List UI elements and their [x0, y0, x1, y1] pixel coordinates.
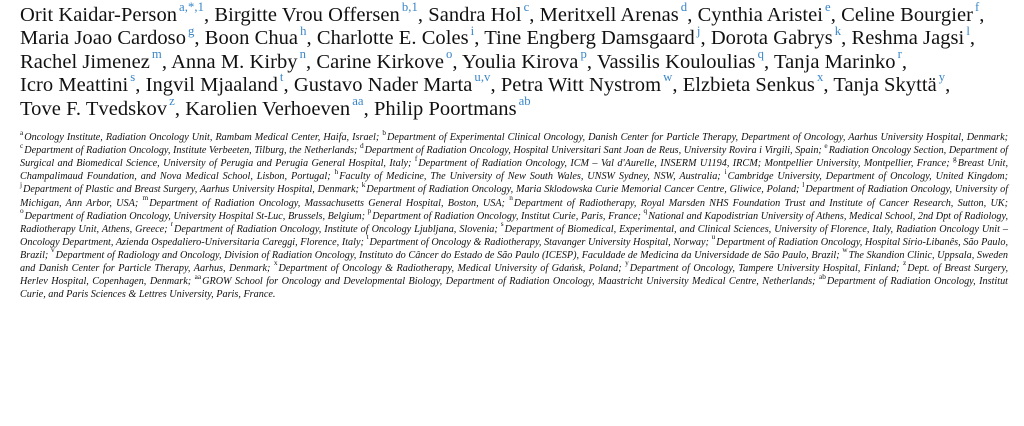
- affiliation-entry: [625, 258, 900, 274]
- affiliation-text: Department of Radiation Oncology, Hospital Universitari Sant Joan de Reus, University Rovira i Virgili, Spain;: [364, 145, 822, 157]
- author-affiliation-link[interactable]: w: [663, 70, 673, 85]
- affiliation-text: Department of Radiation Oncology, University Hospital St-Luc, Brussels, Belgium;: [24, 210, 365, 222]
- author-affiliation-link[interactable]: n: [299, 47, 306, 62]
- author-name-text: Anna M. Kirby: [171, 50, 298, 73]
- affiliation-text: Department of Experimental Clinical Oncology, Danish Center for Particle Therapy, Department of Oncology, Aarhus University Hospital, Denmark;: [387, 132, 1009, 144]
- author-name: Icro Meattini $^s$,: [20, 70, 141, 97]
- author-name: Karolien Verhoeven $^{aa}$,: [185, 93, 369, 120]
- affiliation-text: Department of Oncology & Radiotherapy, Stavanger University Hospital, Norway;: [369, 236, 709, 248]
- affiliation-text: Department of Plastic and Breast Surgery, Aarhus University Hospital, Denmark;: [23, 184, 359, 196]
- affiliation-entry: [20, 127, 380, 144]
- author-name-text: Birgitte Vrou Offersen: [214, 4, 400, 26]
- author-affiliation-link[interactable]: j: [696, 23, 701, 38]
- affiliation-marker: m: [142, 193, 149, 203]
- affiliation-text: Breast Unit, Champalimaud Foundation, and Nova Medical School, Lisbon, Portugal;: [20, 158, 1008, 183]
- author-affiliation-link[interactable]: d: [680, 0, 688, 15]
- affiliation-text: The Skandion Clinic, Uppsala, Sweden and Danish Center for Particle Therapy, Aarhus, Denmark;: [20, 249, 1009, 274]
- author-affiliation-link[interactable]: q: [757, 47, 764, 62]
- author-name-text: Gustavo Nader Marta: [293, 74, 473, 97]
- affiliation-text: Department of Biomedical, Experimental, and Clinical Sciences, University of Florence, Italy, Radiation Oncology Unit – Oncology Department, Azienda Ospedaliero-Universitaria Careggi, Florence, Italy;: [20, 223, 1009, 248]
- author-name-text: Sandra Hol: [428, 4, 522, 26]
- author-name-text: Petra Witt Nystrom: [500, 74, 662, 97]
- affiliation-marker: n: [509, 193, 513, 203]
- affiliation-marker: p: [367, 206, 372, 216]
- author-affiliation-link[interactable]: y: [938, 70, 946, 85]
- affiliation-text: Department of Radiation Oncology, Institut Curie, Paris, France;: [372, 210, 641, 222]
- affiliation-entry: [414, 153, 950, 170]
- author-affiliation-link[interactable]: a,*,1: [179, 0, 204, 15]
- affiliation-marker: k: [361, 179, 366, 189]
- author-affiliation-link[interactable]: k: [834, 23, 842, 38]
- affiliation-marker: b: [382, 127, 387, 137]
- affiliation-entry: [334, 166, 721, 183]
- affiliation-text: National and Kapodistrian University of Athens, Medical School, 2nd Dpt of Radiology, Radiotherapy Unit, Athens, Greece;: [20, 210, 1009, 235]
- affiliation-marker: u: [711, 232, 716, 242]
- author-affiliation-link[interactable]: g: [188, 23, 195, 38]
- author-name: Anna M. Kirby $^n$,: [171, 47, 312, 73]
- author-name-text: Charlotte E. Coles: [316, 27, 469, 50]
- author-name-text: Meritxell Arenas: [539, 4, 679, 26]
- author-name: Youlia Kirova $^p$,: [462, 47, 593, 73]
- author-name: Carine Kirkove $^o$,: [316, 47, 458, 73]
- author-name-text: Karolien Verhoeven: [185, 97, 351, 120]
- affiliation-marker: e: [824, 140, 828, 150]
- author-affiliation-link[interactable]: ab: [518, 93, 531, 108]
- affiliation-marker: f: [414, 153, 418, 163]
- affiliation-entry: [361, 179, 800, 196]
- affiliation-text: Department of Oncology, Tampere University Hospital, Finland;: [629, 262, 900, 274]
- author-name: Celine Bourgier $^f$,: [841, 0, 985, 26]
- author-name-text: Reshma Jagsi: [851, 27, 965, 50]
- affiliation-entry: [170, 219, 498, 235]
- affiliation-entry: [20, 140, 358, 157]
- author-name: Ingvil Mjaaland $^t$,: [145, 70, 289, 97]
- author-affiliation-link[interactable]: s: [130, 70, 136, 85]
- author-affiliation-link[interactable]: x: [816, 70, 824, 85]
- author-name-text: Orit Kaidar-Person: [20, 4, 178, 26]
- affiliation-entry: [367, 206, 641, 222]
- author-affiliation-link[interactable]: e: [825, 0, 831, 15]
- affiliation-marker: i: [724, 166, 727, 176]
- author-affiliation-link[interactable]: o: [446, 47, 453, 62]
- author-name: Vassilis Kouloulias $^q$,: [596, 47, 770, 73]
- affiliation-entry: [359, 140, 822, 157]
- author-affiliation-link[interactable]: r: [897, 47, 902, 62]
- affiliation-text: Department of Oncology & Radiotherapy, Medical University of Gdańsk, Poland;: [278, 262, 622, 274]
- author-affiliation-link[interactable]: h: [300, 23, 307, 38]
- affiliation-text: Oncology Institute, Radiation Oncology Unit, Rambam Medical Center, Haifa, Israel;: [24, 132, 380, 144]
- author-name-text: Tine Engberg Damsgaard: [484, 27, 695, 50]
- affiliation-marker: g: [953, 153, 957, 163]
- affiliation-text: Cambridge University, Department of Oncology, United Kingdom;: [727, 171, 1009, 183]
- affiliation-marker: o: [20, 206, 24, 216]
- affiliation-marker: s: [500, 219, 504, 229]
- affiliation-text: Department of Radiation Oncology, Massachusetts General Hospital, Boston, USA;: [149, 197, 505, 209]
- author-affiliation-link[interactable]: f: [975, 0, 980, 15]
- affiliation-text: Department of Radiation Oncology, Maria Sklodowska Curie Memorial Cancer Centre, Gliwice, Poland;: [366, 184, 800, 196]
- author-name-text: Rachel Jimenez: [20, 50, 150, 73]
- author-affiliation-link[interactable]: u,v: [474, 70, 491, 85]
- author-name: Dorota Gabrys $^k$,: [710, 23, 847, 50]
- author-name-text: Ingvil Mjaaland: [145, 74, 278, 97]
- author-affiliation-link[interactable]: i: [470, 23, 475, 38]
- affiliation-marker: d: [359, 140, 364, 150]
- affiliation-marker: t: [366, 232, 369, 242]
- affiliation-entry: [142, 193, 505, 209]
- author-name-text: Tanja Marinko: [773, 50, 896, 73]
- author-name: Elzbieta Senkus $^x$,: [682, 70, 829, 97]
- affiliation-marker: aa: [194, 271, 202, 281]
- author-name: Charlotte E. Coles $^i$,: [316, 23, 480, 50]
- affiliation-text: Department of Radiation Oncology, Institute of Oncology Ljubljana, Slovenia;: [174, 223, 498, 235]
- affiliation-marker: z: [902, 258, 907, 268]
- author-name: Tanja Skyttä $^y$,: [833, 70, 951, 97]
- author-name-text: Tove F. Tvedskov: [20, 97, 168, 120]
- author-name: Tanja Marinko $^r$,: [773, 47, 908, 73]
- affiliation-marker: a: [20, 127, 24, 137]
- author-name: Birgitte Vrou Offersen $^{b,1}$,: [214, 0, 424, 26]
- affiliation-entry: [194, 271, 816, 288]
- author-name-text: Elzbieta Senkus: [682, 74, 815, 97]
- author-name: Boon Chua $^h$,: [204, 23, 312, 50]
- affiliation-text: Department of Radiation Oncology, University of Michigan, Ann Arbor, USA;: [20, 184, 1009, 209]
- affiliation-text: Dept. of Breast Surgery, Herlev Hospital, Copenhagen, Denmark;: [20, 262, 1009, 288]
- affiliation-text: Department of Radiation Oncology, Institute Verbeeten, Tilburg, the Netherlands;: [24, 145, 358, 157]
- affiliation-marker: ab: [818, 271, 826, 281]
- affiliation-text: Faculty of Medicine, The University of New South Wales, UNSW Sydney, NSW, Australia;: [339, 171, 721, 183]
- affiliation-entry: [382, 127, 1009, 144]
- author-name: Maria Joao Cardoso $^g$,: [20, 23, 200, 50]
- affiliation-marker: l: [802, 179, 805, 189]
- affiliation-marker: q: [643, 206, 648, 216]
- affiliation-marker: c: [20, 140, 24, 150]
- author-name: Orit Kaidar-Person $^{a,*,1}$,: [20, 0, 210, 26]
- affiliation-entry: [724, 166, 1009, 183]
- affiliation-text: Department of Radiology and Oncology, Division of Radiation Oncology, Instituto do Câncer do Estado de São Paulo (ICESP), Faculdade de Medicina da Universidade de São Paulo, Brazil;: [55, 249, 840, 261]
- author-name: Cynthia Aristei $^e$,: [697, 0, 836, 26]
- author-name-text: Vassilis Kouloulias: [596, 50, 756, 73]
- affiliation-marker: h: [334, 166, 339, 176]
- author-affiliation-link[interactable]: t: [279, 70, 284, 85]
- affiliation-entry: [509, 193, 1008, 209]
- affiliation-text: Department of Radiation Oncology, Institut Curie, and Paris Sciences & Lettres University, Paris, France.: [20, 276, 1009, 301]
- affiliation-entry: [20, 179, 359, 196]
- author-name: [373, 93, 531, 120]
- affiliation-marker: v: [50, 245, 55, 255]
- affiliation-text: GROW School for Oncology and Developmental Biology, Department of Radiation Oncology, Maastricht University Medical Centre, Netherlands;: [202, 276, 816, 288]
- affiliation-entry: [366, 232, 709, 248]
- author-name: Tine Engberg Damsgaard $^j$,: [484, 23, 706, 50]
- author-name: Gustavo Nader Marta $^{u,v}$,: [293, 70, 496, 97]
- affiliation-text: Radiation Oncology Section, Department of Surgical and Biomedical Science, University of Perugia and Perugia General Hospital, Italy;: [20, 145, 1009, 170]
- author-name-text: Youlia Kirova: [462, 50, 579, 73]
- affiliation-marker: w: [842, 245, 848, 255]
- affiliation-entry: [273, 258, 622, 274]
- author-name-text: Philip Poortmans: [373, 97, 517, 120]
- author-name-text: Cynthia Aristei: [697, 4, 824, 26]
- author-list: [20, 0, 1008, 121]
- affiliation-marker: j: [20, 179, 23, 189]
- author-affiliation-link[interactable]: c: [523, 0, 530, 15]
- author-affiliation-link[interactable]: z: [169, 93, 175, 108]
- affiliation-text: Department of Radiation Oncology, ICM – Val d'Aurelle, INSERM U1194, IRCM; Montpellier University, Montpellier, France;: [418, 158, 950, 170]
- affiliation-text: Department of Radiation Oncology, Hospital Sírio-Libanês, São Paulo, Brazil;: [20, 236, 1009, 261]
- affiliation-entry: [20, 206, 365, 222]
- author-affiliation-link[interactable]: l: [966, 23, 970, 38]
- affiliation-marker: r: [170, 219, 174, 229]
- author-name: Meritxell Arenas $^d$,: [539, 0, 693, 26]
- author-affiliation-link[interactable]: m: [151, 47, 162, 62]
- author-name: Sandra Hol $^c$,: [428, 0, 535, 26]
- affiliation-list: [20, 127, 1009, 301]
- author-name-text: Tanja Skyttä: [833, 74, 937, 97]
- author-name: Tove F. Tvedskov $^z$,: [20, 93, 180, 120]
- affiliation-marker: x: [273, 258, 278, 268]
- author-name: Rachel Jimenez $^m$,: [20, 47, 168, 73]
- author-name-text: Dorota Gabrys: [710, 27, 833, 50]
- affiliation-marker: y: [625, 258, 629, 268]
- author-name-text: Carine Kirkove: [316, 50, 444, 73]
- author-name: Reshma Jagsi $^l$,: [851, 23, 976, 50]
- affiliation-text: Department of Radiotherapy, Royal Marsden NHS Foundation Trust and Institute of Cancer Research, Sutton, UK;: [513, 197, 1008, 209]
- author-affiliation-link[interactable]: aa: [352, 93, 364, 108]
- author-name-text: Boon Chua: [204, 27, 299, 50]
- author-name-text: Celine Bourgier: [841, 4, 973, 26]
- author-name-text: Icro Meattini: [20, 74, 129, 97]
- author-affiliation-link[interactable]: b,1: [401, 0, 418, 15]
- author-name: Petra Witt Nystrom $^w$,: [500, 70, 678, 97]
- author-name-text: Maria Joao Cardoso: [20, 27, 187, 50]
- author-affiliation-link[interactable]: p: [580, 47, 587, 62]
